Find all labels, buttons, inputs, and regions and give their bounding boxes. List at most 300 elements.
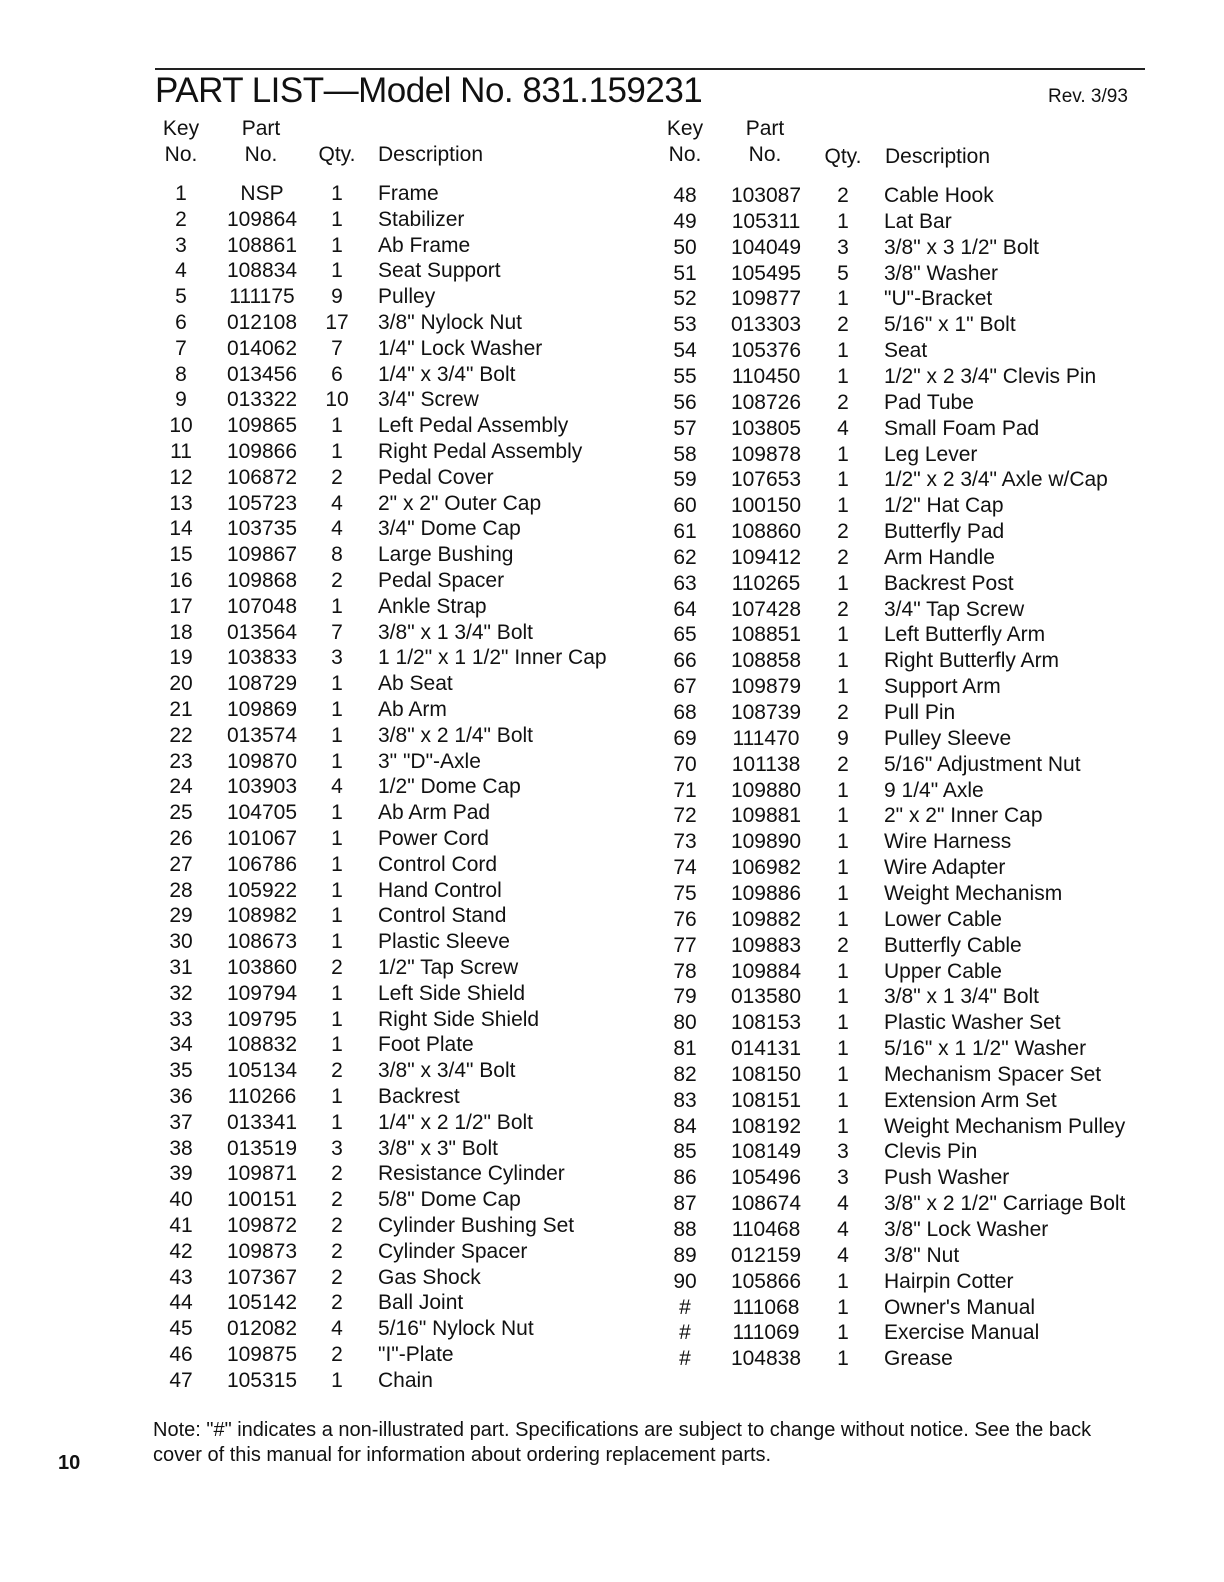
part-no: 101138: [731, 752, 801, 776]
qty: 6: [331, 362, 343, 386]
qty: 2: [837, 933, 849, 957]
part-no: 108861: [226, 233, 298, 257]
part-row: [0, 778, 1224, 804]
part-no: 101067: [226, 827, 298, 850]
part-row: [0, 1320, 1224, 1346]
key-no: 22: [169, 723, 193, 747]
description: 2" x 2" Inner Cap: [884, 804, 1043, 828]
description: 3/4" Dome Cap: [378, 517, 521, 541]
part-no: 105376: [730, 339, 802, 363]
part-no: 013564: [226, 620, 298, 644]
qty: 1: [837, 881, 849, 905]
part-row: [0, 1217, 1224, 1243]
key-no: 55: [673, 364, 697, 388]
key-no: 4: [175, 259, 187, 283]
description: Lower Cable: [884, 907, 1002, 931]
description: Butterfly Cable: [884, 933, 1022, 957]
qty: 1: [837, 1321, 849, 1345]
part-no: 108149: [730, 1140, 802, 1164]
qty: 1: [331, 981, 343, 1005]
key-no: #: [679, 1295, 691, 1319]
description: Backrest: [378, 1085, 460, 1108]
description: Plastic Sleeve: [378, 930, 510, 954]
part-row: [0, 622, 1224, 648]
description: 1/4" x 3/4" Bolt: [378, 362, 516, 386]
key-no: 56: [673, 390, 697, 414]
key-no: 69: [673, 726, 697, 750]
qty: 1: [331, 233, 343, 257]
key-no: 77: [673, 933, 697, 957]
description: Pull Pin: [884, 701, 956, 724]
key-no: 2: [175, 207, 187, 231]
part-row: [0, 803, 1224, 829]
part-no: 111175: [229, 285, 295, 309]
part-row: [0, 261, 1224, 287]
part-no: 013303: [730, 313, 802, 337]
part-no: 110468: [731, 1218, 801, 1241]
qty: 1: [331, 698, 343, 721]
part-no: 109879: [730, 675, 802, 699]
key-no: 31: [169, 956, 193, 979]
key-no: 58: [673, 442, 697, 466]
description: Butterfly Pad: [884, 520, 1005, 544]
description: 5/16" Adjustment Nut: [884, 752, 1081, 776]
qty: 5: [837, 261, 849, 285]
part-no: 109884: [730, 959, 802, 983]
qty: 9: [331, 285, 343, 309]
qty: 1: [837, 1037, 849, 1061]
part-no: 108851: [730, 623, 802, 647]
part-no: 110265: [731, 571, 801, 595]
part-no: 104049: [730, 235, 802, 259]
description: 3/8" x 3 1/2" Bolt: [884, 235, 1039, 259]
part-no: 109872: [226, 1214, 298, 1237]
part-no: 013580: [730, 985, 802, 1009]
description: 1/2" x 2 3/4" Axle w/Cap: [884, 468, 1108, 492]
description: Pedal Spacer: [378, 569, 505, 592]
description: 3" "D"-Axle: [378, 749, 481, 773]
description: Frame: [378, 182, 439, 205]
part-row: [0, 1191, 1224, 1217]
qty: 1: [331, 259, 343, 283]
key-no: 83: [673, 1088, 697, 1112]
key-no: 43: [169, 1265, 193, 1289]
part-row: [0, 829, 1224, 855]
key-no: 72: [673, 804, 697, 828]
key-no: 89: [673, 1243, 697, 1267]
key-no: #: [679, 1321, 691, 1345]
qty: 1: [837, 907, 849, 931]
header-part-line1: Part: [241, 117, 281, 140]
part-row: [0, 1269, 1224, 1295]
part-row: [0, 700, 1224, 726]
part-no: 103860: [226, 956, 298, 979]
qty: 4: [331, 491, 343, 515]
qty: 4: [331, 775, 343, 799]
header-qty: Qty.: [318, 143, 356, 166]
key-no: 90: [673, 1269, 697, 1293]
key-no: 1: [175, 182, 187, 205]
qty: 2: [837, 545, 849, 569]
description: Hand Control: [378, 878, 502, 902]
key-no: 21: [169, 698, 193, 721]
key-no: 82: [673, 1062, 697, 1086]
key-no: 44: [169, 1291, 193, 1315]
part-no: 105496: [730, 1166, 802, 1190]
part-no: 109868: [226, 569, 298, 592]
description: 1 1/2" x 1 1/2" Inner Cap: [378, 646, 607, 670]
description: Push Washer: [884, 1166, 1010, 1190]
qty: 1: [837, 1295, 849, 1319]
part-no: 012082: [226, 1317, 298, 1341]
description: Clevis Pin: [884, 1140, 978, 1164]
part-no: 107048: [226, 594, 298, 618]
part-row: [0, 959, 1224, 985]
description: 3/8" x 2 1/2" Carriage Bolt: [884, 1192, 1126, 1216]
part-no: 108832: [226, 1033, 298, 1057]
qty: 1: [837, 339, 849, 363]
part-no: 105134: [226, 1059, 298, 1083]
header-part-line2: No.: [244, 143, 278, 166]
qty: 1: [837, 623, 849, 647]
qty: 7: [331, 620, 343, 644]
part-no: 103805: [730, 416, 802, 440]
header-key-line1: Key: [666, 117, 704, 140]
part-row: [0, 933, 1224, 959]
part-no: 104838: [730, 1347, 802, 1371]
key-no: 60: [673, 494, 697, 518]
qty: 2: [331, 1239, 343, 1263]
part-no: 111068: [732, 1295, 800, 1319]
qty: 1: [837, 364, 849, 388]
part-row: [0, 855, 1224, 881]
key-no: 70: [673, 752, 697, 776]
description: 3/8" x 3/4" Bolt: [378, 1059, 516, 1083]
qty: 1: [837, 675, 849, 699]
part-no: 110450: [731, 364, 801, 388]
qty: 2: [837, 752, 849, 776]
description: Plastic Washer Set: [884, 1011, 1061, 1035]
key-no: 18: [169, 620, 193, 644]
qty: 1: [331, 878, 343, 902]
part-no: 108153: [730, 1011, 802, 1035]
qty: 1: [331, 904, 343, 928]
description: 3/8" Washer: [884, 261, 999, 285]
qty: 2: [837, 701, 849, 724]
qty: 2: [331, 1162, 343, 1186]
key-no: 7: [175, 336, 187, 360]
description: Cable Hook: [884, 184, 994, 207]
qty: 2: [331, 569, 343, 592]
key-no: 88: [673, 1218, 697, 1241]
part-no: 109867: [226, 543, 298, 567]
part-row: [0, 648, 1224, 674]
qty: 1: [331, 440, 343, 463]
key-no: 16: [169, 569, 193, 592]
description: Foot Plate: [378, 1033, 474, 1057]
part-no: 109875: [226, 1343, 298, 1366]
key-no: 3: [175, 233, 187, 257]
part-no: 012159: [730, 1243, 802, 1267]
description: 5/16" x 1" Bolt: [884, 313, 1016, 337]
qty: 2: [837, 597, 849, 621]
part-row: [0, 1036, 1224, 1062]
qty: 1: [837, 468, 849, 492]
qty: 1: [837, 442, 849, 466]
part-no: 108192: [730, 1114, 802, 1138]
part-no: NSP: [240, 182, 284, 205]
key-no: 87: [673, 1192, 697, 1216]
key-no: 11: [170, 440, 192, 463]
qty: 9: [837, 726, 849, 750]
part-no: 105142: [226, 1291, 298, 1315]
key-no: 27: [169, 852, 193, 876]
description: 3/8" Lock Washer: [884, 1218, 1049, 1241]
description: 1/2" Tap Screw: [378, 956, 519, 979]
description: Ankle Strap: [378, 594, 487, 618]
qty: 1: [331, 827, 343, 850]
part-no: 108150: [730, 1062, 802, 1086]
part-row: [0, 493, 1224, 519]
qty: 4: [837, 1192, 849, 1216]
qty: 1: [331, 930, 343, 954]
key-no: 38: [169, 1136, 193, 1160]
qty: 1: [837, 778, 849, 802]
key-no: 25: [169, 801, 193, 825]
part-no: 013574: [226, 723, 298, 747]
description: Seat: [884, 339, 928, 363]
part-row: [0, 467, 1224, 493]
revision-label: Rev. 3/93: [1048, 86, 1128, 107]
part-no: 109412: [730, 545, 802, 569]
key-no: 62: [673, 545, 697, 569]
key-no: 39: [169, 1162, 193, 1186]
key-no: 57: [673, 416, 697, 440]
description: 3/8" x 3" Bolt: [378, 1136, 498, 1160]
part-no: 108151: [730, 1088, 802, 1112]
qty: 1: [837, 209, 849, 233]
key-no: 65: [673, 623, 697, 647]
qty: 1: [837, 571, 849, 595]
qty: 4: [331, 517, 343, 541]
key-no: 10: [169, 414, 193, 438]
part-no: 103833: [226, 646, 298, 670]
description: Exercise Manual: [884, 1321, 1040, 1345]
key-no: 33: [169, 1007, 193, 1031]
part-row: [0, 1139, 1224, 1165]
part-no: 109871: [226, 1162, 298, 1186]
description: Mechanism Spacer Set: [884, 1062, 1102, 1086]
qty: 4: [837, 1218, 849, 1241]
key-no: 61: [673, 520, 697, 544]
key-no: 29: [169, 904, 193, 928]
description: Stabilizer: [378, 207, 465, 231]
part-no: 108982: [226, 904, 298, 928]
qty: 7: [331, 336, 343, 360]
qty: 1: [837, 649, 849, 673]
part-no: 013456: [226, 362, 298, 386]
part-no: 111069: [732, 1321, 800, 1345]
description: Pulley Sleeve: [884, 726, 1012, 750]
part-no: 105311: [731, 209, 801, 233]
description: Right Butterfly Arm: [884, 649, 1060, 673]
qty: 4: [837, 1243, 849, 1267]
key-no: 40: [169, 1188, 193, 1212]
part-row: [0, 726, 1224, 752]
part-row: [0, 571, 1224, 597]
header-part-line1: Part: [745, 117, 785, 140]
description: Extension Arm Set: [884, 1088, 1057, 1112]
qty: 10: [325, 388, 349, 412]
part-no: 107428: [730, 597, 802, 621]
qty: 1: [331, 1007, 343, 1031]
key-no: 51: [673, 261, 697, 285]
part-no: 109890: [730, 830, 802, 854]
qty: 2: [331, 465, 343, 489]
part-no: 109869: [226, 698, 298, 721]
part-no: 105723: [226, 491, 298, 515]
key-no: 9: [175, 388, 187, 412]
description: 3/4" Tap Screw: [884, 597, 1025, 621]
key-no: 85: [673, 1140, 697, 1164]
qty: 1: [837, 287, 849, 311]
part-no: 106872: [226, 465, 298, 489]
part-no: 109880: [730, 778, 802, 802]
part-no: 100150: [730, 494, 802, 518]
part-no: 109886: [730, 881, 802, 905]
part-row: [0, 442, 1224, 468]
part-row: [0, 984, 1224, 1010]
description: 1/2" Dome Cap: [378, 775, 521, 799]
part-no: 103903: [226, 775, 298, 799]
description: Ab Arm Pad: [378, 801, 491, 825]
qty: 1: [331, 852, 343, 876]
part-no: 108858: [730, 649, 802, 673]
part-no: 111470: [732, 726, 800, 750]
qty: 1: [837, 1011, 849, 1035]
key-no: 19: [169, 646, 193, 670]
description: Owner's Manual: [884, 1295, 1036, 1319]
header-description: Description: [885, 145, 991, 168]
part-no: 108726: [730, 390, 802, 414]
qty: 2: [837, 520, 849, 544]
description: Backrest Post: [884, 571, 1014, 595]
qty: 1: [331, 182, 343, 205]
key-no: 17: [169, 594, 193, 618]
key-no: 35: [169, 1059, 193, 1083]
key-no: 81: [673, 1037, 697, 1061]
part-row: [0, 209, 1224, 235]
key-no: 68: [673, 701, 697, 724]
part-no: 105315: [226, 1368, 298, 1392]
key-no: #: [679, 1347, 691, 1371]
part-no: 108729: [226, 672, 298, 696]
description: Pedal Cover: [378, 465, 494, 489]
qty: 1: [331, 1368, 343, 1392]
header-key-line2: No.: [164, 143, 198, 166]
qty: 2: [331, 1343, 343, 1366]
part-no: 109864: [226, 207, 298, 231]
part-no: 105866: [730, 1269, 802, 1293]
key-no: 79: [673, 985, 697, 1009]
key-no: 26: [169, 827, 193, 850]
part-row: [0, 390, 1224, 416]
part-no: 108860: [730, 520, 802, 544]
part-no: 013322: [226, 388, 298, 412]
qty: 17: [325, 311, 349, 334]
key-no: 13: [169, 491, 193, 515]
part-no: 108673: [226, 930, 298, 954]
part-row: [0, 183, 1224, 209]
header-key-line1: Key: [162, 117, 200, 140]
part-row: [0, 286, 1224, 312]
key-no: 14: [169, 517, 193, 541]
part-no: 109865: [226, 414, 298, 438]
key-no: 45: [169, 1317, 193, 1341]
part-row: [0, 519, 1224, 545]
part-row: [0, 597, 1224, 623]
part-no: 108674: [730, 1192, 802, 1216]
description: Pulley: [378, 285, 436, 309]
qty: 3: [837, 235, 849, 259]
key-no: 54: [673, 339, 697, 363]
qty: 1: [331, 1033, 343, 1057]
description: 3/4" Screw: [378, 388, 479, 412]
part-no: 013519: [226, 1136, 298, 1160]
part-row: [0, 1165, 1224, 1191]
part-row: [0, 416, 1224, 442]
qty: 2: [837, 184, 849, 207]
part-no: 109795: [226, 1007, 298, 1031]
description: Resistance Cylinder: [378, 1162, 565, 1186]
part-no: 109794: [226, 981, 298, 1005]
description: 3/8" x 1 3/4" Bolt: [884, 985, 1039, 1009]
description: Wire Harness: [884, 830, 1012, 854]
right-table-header: [0, 116, 1224, 172]
description: Small Foam Pad: [884, 416, 1040, 440]
part-no: 110266: [227, 1085, 297, 1108]
part-no: 109883: [730, 933, 802, 957]
description: Hairpin Cotter: [884, 1269, 1014, 1293]
key-no: 75: [673, 881, 697, 905]
key-no: 32: [169, 981, 193, 1005]
qty: 1: [837, 494, 849, 518]
qty: 1: [331, 723, 343, 747]
key-no: 71: [673, 778, 697, 802]
description: Support Arm: [884, 675, 1001, 699]
key-no: 52: [673, 287, 697, 311]
qty: 1: [331, 1110, 343, 1134]
description: Control Stand: [378, 904, 507, 928]
qty: 2: [331, 1214, 343, 1237]
key-no: 12: [169, 465, 193, 489]
part-no: 108739: [730, 701, 802, 724]
header-description: Description: [378, 143, 484, 166]
part-row: [0, 1114, 1224, 1140]
qty: 2: [837, 313, 849, 337]
key-no: 20: [169, 672, 193, 696]
description: 1/4" x 2 1/2" Bolt: [378, 1110, 533, 1134]
key-no: 67: [673, 675, 697, 699]
key-no: 30: [169, 930, 193, 954]
description: 1/2" x 2 3/4" Clevis Pin: [884, 364, 1097, 388]
qty: 1: [837, 830, 849, 854]
key-no: 24: [169, 775, 193, 799]
qty: 2: [837, 390, 849, 414]
key-no: 80: [673, 1011, 697, 1035]
qty: 4: [331, 1317, 343, 1341]
key-no: 59: [673, 468, 697, 492]
